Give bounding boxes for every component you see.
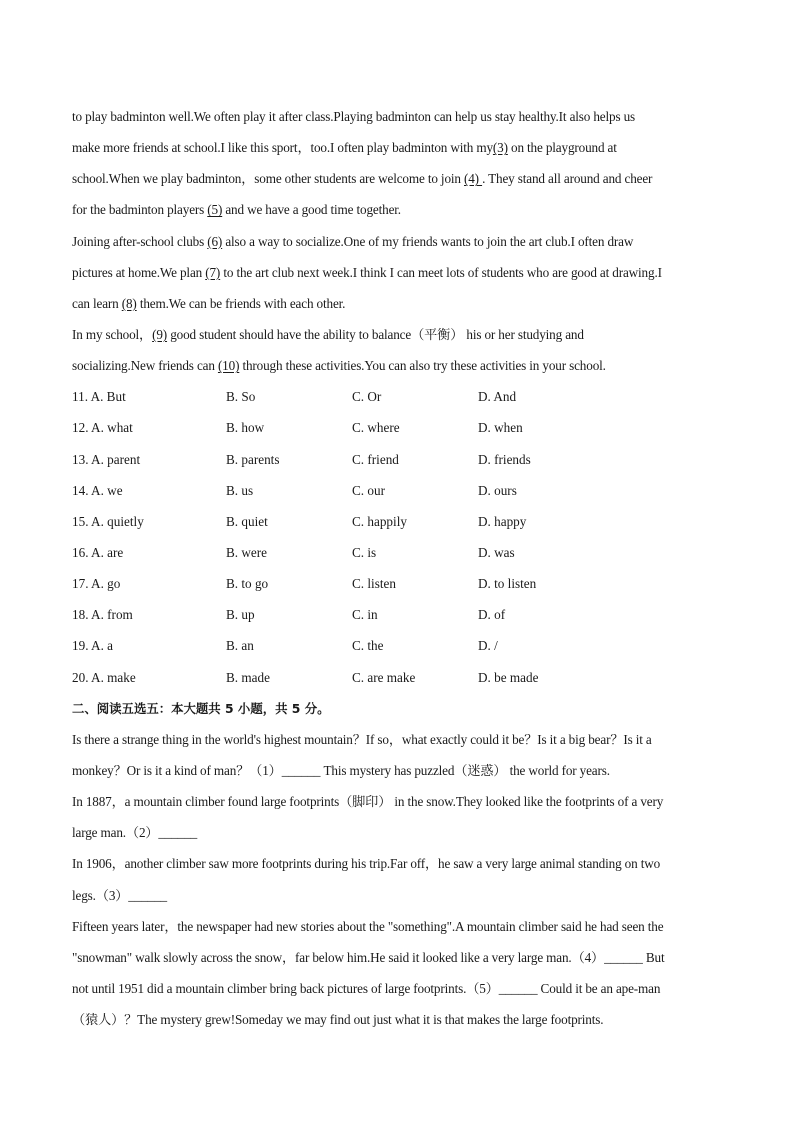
passage-text: and we have a good time together.	[222, 202, 401, 218]
passage-line: In 1906，another climber saw more footprints during his trip.Far off，he saw a very large animal standing on two	[72, 856, 661, 872]
option-a: 13. A. parent	[72, 451, 141, 467]
passage-text: can learn	[72, 295, 122, 311]
option-b: B. were	[226, 544, 268, 560]
option-a: 17. A. go	[72, 576, 121, 592]
option-a: 18. A. from	[72, 607, 133, 623]
passage-line	[72, 257, 732, 288]
question-row	[72, 412, 732, 443]
passage-line	[72, 226, 732, 257]
option-d: D. /	[478, 638, 498, 654]
option-d: D. happy	[478, 513, 527, 529]
option-c: C. are make	[352, 669, 416, 685]
passage-text: school.When we play badminton，some other students are welcome to join	[72, 171, 464, 187]
option-d: D. was	[478, 544, 515, 560]
option-d: D. of	[478, 607, 506, 623]
passage-text: through these activities.You can also try these activities in your school.	[239, 358, 606, 374]
passage-line: legs.（3）______	[72, 887, 167, 903]
question-row	[72, 630, 732, 661]
option-a: 12. A. what	[72, 420, 133, 436]
cloze-passage	[72, 101, 732, 381]
option-d: D. ours	[478, 482, 517, 498]
question-row	[72, 662, 732, 693]
passage-line: monkey？Or is it a kind of man？（1）______ This mystery has puzzled（迷惑） the world for years.	[72, 762, 610, 778]
passage-text: good student should have the ability to balance（平衡） his or her studying and	[167, 326, 584, 342]
option-c: C. in	[352, 607, 378, 623]
option-a: 15. A. quietly	[72, 513, 144, 529]
passage-line: （猿人）？The mystery grew!Someday we may find out just what it is that makes the large footprints.	[72, 1012, 604, 1028]
option-b: B. how	[226, 420, 265, 436]
passage-line: large man.（2）______	[72, 825, 198, 841]
option-a: 19. A. a	[72, 638, 114, 654]
passage-line: "snowman" walk slowly across the snow，far below him.He said it looked like a very large man.（4）______ But	[72, 949, 665, 965]
passage-text: to the art club next week.I think I can meet lots of students who are good at drawing.I	[220, 264, 662, 280]
passage-line	[72, 163, 732, 194]
blank-number: (4)	[464, 171, 483, 187]
option-c: C. the	[352, 638, 384, 654]
question-row	[72, 599, 732, 630]
passage-line: Is there a strange thing in the world's highest mountain？If so，what exactly could it be？Is it a big bear？Is it a	[72, 731, 652, 747]
option-b: B. parents	[226, 451, 280, 467]
cloze-options	[72, 381, 732, 692]
blank-number: (6)	[207, 233, 223, 249]
reading-passage	[72, 724, 732, 1035]
question-row	[72, 537, 732, 568]
passage-line	[72, 319, 732, 350]
blank-number: (10)	[217, 358, 240, 374]
blank-number: (8)	[121, 295, 137, 311]
option-b: B. to go	[226, 576, 269, 592]
option-b: B. up	[226, 607, 255, 623]
question-row	[72, 568, 732, 599]
passage-line	[72, 101, 732, 132]
question-row	[72, 506, 732, 537]
passage-text: for the badminton players	[72, 202, 208, 218]
option-c: C. happily	[352, 513, 407, 529]
option-c: C. where	[352, 420, 400, 436]
option-d: D. be made	[478, 669, 539, 685]
option-a: 16. A. are	[72, 544, 124, 560]
option-a: 14. A. we	[72, 482, 123, 498]
option-c: C. Or	[352, 389, 382, 405]
question-row	[72, 444, 732, 475]
option-d: D. to listen	[478, 576, 537, 592]
option-b: B. an	[226, 638, 254, 654]
passage-line: In 1887，a mountain climber found large footprints（脚印） in the snow.They looked like the footprints of a very	[72, 794, 664, 810]
passage-text: them.We can be friends with each other.	[136, 295, 346, 311]
passage-text: make more friends at school.I like this sport，too.I often play badminton with my	[72, 140, 493, 156]
blank-number: (5)	[207, 202, 223, 218]
option-c: C. our	[352, 482, 385, 498]
option-b: B. made	[226, 669, 270, 685]
passage-text: . They stand all around and cheer	[482, 171, 653, 187]
option-a: 20. A. make	[72, 669, 136, 685]
passage-text: also a way to socialize.One of my friends wants to join the art club.I often draw	[222, 233, 634, 249]
option-b: B. So	[226, 389, 256, 405]
option-d: D. when	[478, 420, 523, 436]
document-content	[72, 101, 732, 1035]
section-heading: 二、阅读五选五：本大题共 5 小题，共 5 分。	[72, 700, 330, 716]
passage-line	[72, 194, 732, 225]
passage-text: Joining after-school clubs	[72, 233, 208, 249]
passage-text: on the playground at	[507, 140, 617, 156]
passage-text: socializing.New friends can	[72, 358, 218, 374]
blank-number: (7)	[205, 264, 221, 280]
passage-line: Fifteen years later，the newspaper had new stories about the "something".A mountain climber said he had seen the	[72, 918, 664, 934]
option-c: C. listen	[352, 576, 396, 592]
option-c: C. friend	[352, 451, 399, 467]
option-c: C. is	[352, 544, 377, 560]
option-b: B. quiet	[226, 513, 268, 529]
question-row	[72, 475, 732, 506]
passage-line	[72, 132, 732, 163]
passage-text: to play badminton well.We often play it after class.Playing badminton can help us stay healthy.It also helps us	[72, 109, 636, 124]
option-d: D. friends	[478, 451, 531, 467]
option-a: 11. A. But	[72, 389, 126, 405]
passage-line: not until 1951 did a mountain climber bring back pictures of large footprints.（5）______ Could it be an ape-man	[72, 980, 661, 996]
question-row	[72, 381, 732, 412]
passage-text: In my school，	[72, 326, 153, 342]
blank-number: (3)	[492, 140, 508, 156]
passage-line	[72, 350, 732, 381]
option-b: B. us	[226, 482, 254, 498]
passage-text: pictures at home.We plan	[72, 264, 206, 280]
option-d: D. And	[478, 389, 517, 405]
passage-line	[72, 288, 732, 319]
blank-number: (9)	[152, 326, 168, 342]
